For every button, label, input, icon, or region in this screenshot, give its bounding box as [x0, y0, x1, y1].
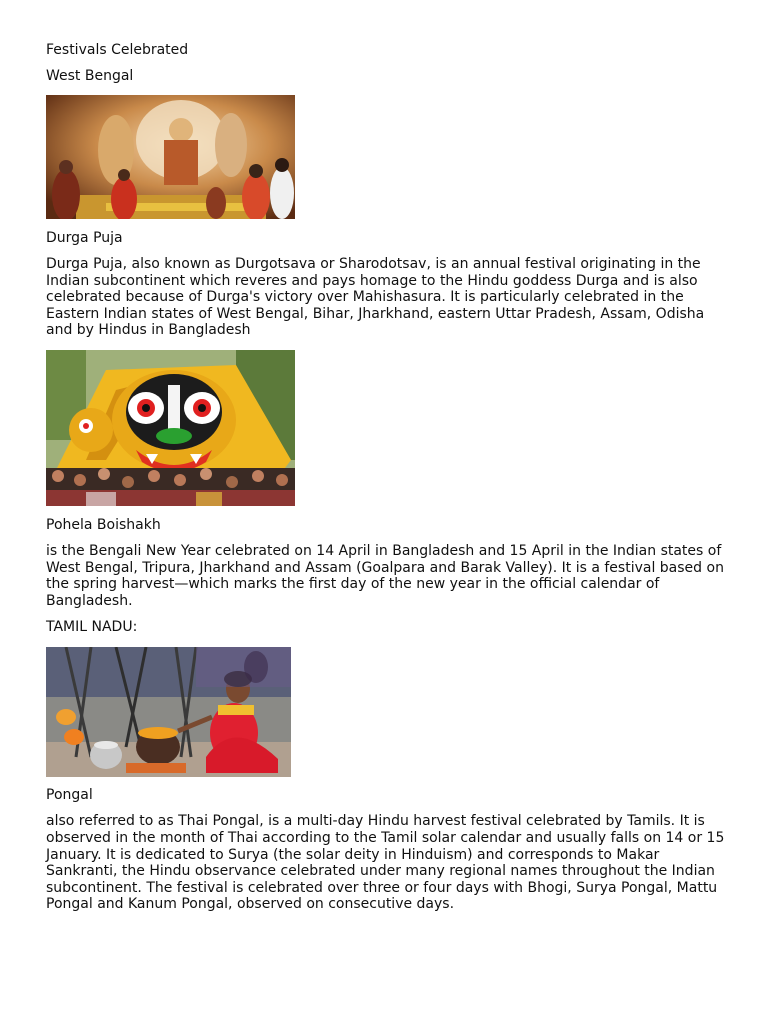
region-heading-tamil-nadu: TAMIL NADU:: [46, 619, 138, 636]
durga-puja-photo: [46, 95, 295, 219]
festival-description-pongal: also referred to as Thai Pongal, is a multi-day Hindu harvest festival celebrated by Tamils. It is observed in the month of Thai according to the Tamil solar calendar and usually falls on 14 or 15 January. It is dedicated to Surya (the solar deity in Hinduism) and corresponds to Makar Sankranti, the Hindu observance celebrated under many regional names throughout the Indian subcontinent. The festival is celebrated over three or four days with Bhogi, Surya Pongal, Mattu Pongal and Kanum Pongal, observed on consecutive days.: [46, 813, 725, 913]
region-heading-west-bengal: West Bengal: [46, 68, 134, 84]
pongal-cooking-photo: [46, 647, 291, 777]
festival-title-pohela-boishakh: Pohela Boishakh: [46, 516, 161, 533]
document-page: [46, 42, 726, 913]
document-heading: Festivals Celebrated: [46, 42, 189, 58]
festival-title-pongal: Pongal: [46, 787, 93, 804]
festival-description-durga-puja: Durga Puja, also known as Durgotsava or Sharodotsav, is an annual festival originating in the Indian subcontinent which reveres and pays homage to the Hindu goddess Durga and is also celebrated because of Durga's victory over Mahishasura. It is particularly celebrated in the Eastern Indian states of West Bengal, Bihar, Jharkhand, eastern Uttar Pradesh, Assam, Odisha and by Hindus in Bangladesh: [46, 256, 705, 339]
pohela-boishakh-tiger-mask-photo: [46, 350, 295, 506]
festival-title-durga-puja: Durga Puja: [46, 230, 123, 246]
festival-description-pohela-boishakh: is the Bengali New Year celebrated on 14 April in Bangladesh and 15 April in the Indian states of West Bengal, Tripura, Jharkhand and Assam (Goalpara and Barak Valley). It is a festival based on the spring harvest—which marks the first day of the new year in the official calendar of Bangladesh.: [46, 542, 724, 609]
